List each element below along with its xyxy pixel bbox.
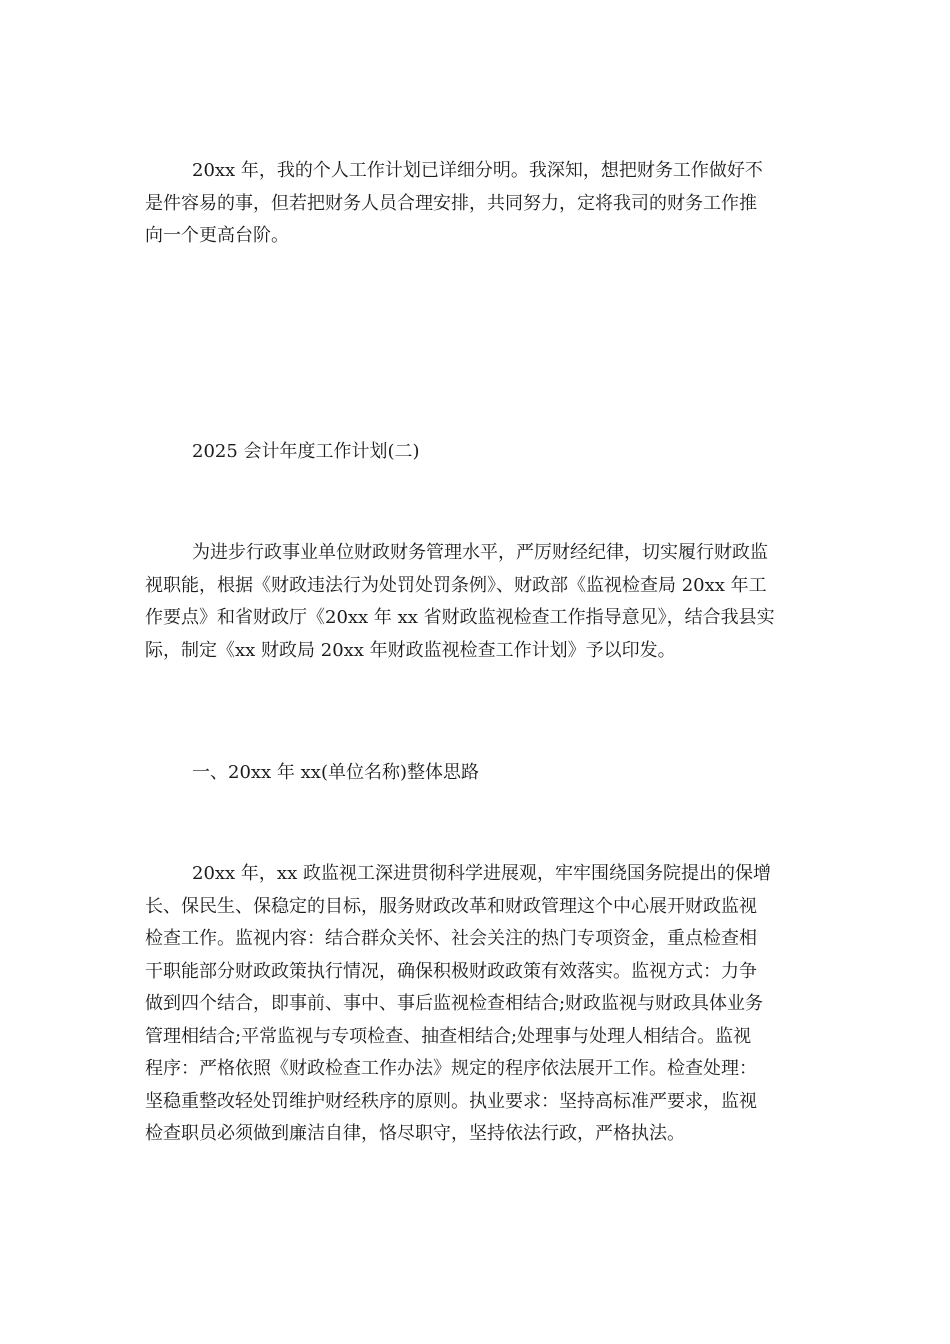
document-title: 2025 会计年度工作计划(二) [192, 441, 420, 462]
paragraph-line: 检查职员必须做到廉洁自律，恪尽职守，坚持依法行政，严格执法。 [145, 1123, 685, 1144]
paragraph-line: 20xx 年，xx 政监视工深进贯彻科学进展观，牢牢围绕国务院提出的保增 [192, 863, 771, 884]
paragraph-line: 20xx 年，我的个人工作计划已详细分明。我深知，想把财务工作做好不 [192, 160, 763, 181]
paragraph-line: 做到四个结合，即事前、事中、事后监视检查相结合;财政监视与财政具体业务 [145, 993, 764, 1014]
section-heading: 一、20xx 年 xx(单位名称)整体思路 [192, 762, 479, 783]
paragraph-line: 视职能，根据《财政违法行为处罚处罚条例》、财政部《监视检查局 20xx 年工 [145, 574, 767, 596]
paragraph-line: 是件容易的事，但若把财务人员合理安排，共同努力，定将我司的财务工作推 [145, 192, 757, 214]
paragraph-introduction [145, 537, 809, 667]
paragraph-closing-summary [145, 155, 809, 253]
paragraph-line: 向一个更高台阶。 [145, 225, 289, 246]
paragraph-line: 检查工作。监视内容：结合群众关怀、社会关注的热门专项资金，重点检查相 [145, 928, 757, 949]
paragraph-line: 作要点》和省财政厅《20xx 年 xx 省财政监视检查工作指导意见》，结合我县实 [145, 607, 775, 628]
paragraph-line: 干职能部分财政政策执行情况，确保积极财政政策有效落实。监视方式：力争 [145, 960, 757, 982]
paragraph-overall-approach [145, 858, 809, 1151]
paragraph-line: 坚稳重整改轻处罚维护财经秩序的原则。执业要求：坚持高标准严要求，监视 [145, 1090, 757, 1112]
paragraph-line: 为进步行政事业单位财政财务管理水平，严厉财经纪律，切实履行财政监 [192, 542, 768, 563]
paragraph-line: 际，制定《xx 财政局 20xx 年财政监视检查工作计划》予以印发。 [145, 639, 676, 661]
paragraph-line: 程序：严格依照《财政检查工作办法》规定的程序依法展开工作。检查处理： [145, 1058, 757, 1079]
paragraph-line: 管理相结合;平常监视与专项检查、抽查相结合;处理事与处理人相结合。监视 [145, 1025, 752, 1047]
paragraph-line: 长、保民生、保稳定的目标，服务财政改革和财政管理这个中心展开财政监视 [145, 895, 757, 917]
